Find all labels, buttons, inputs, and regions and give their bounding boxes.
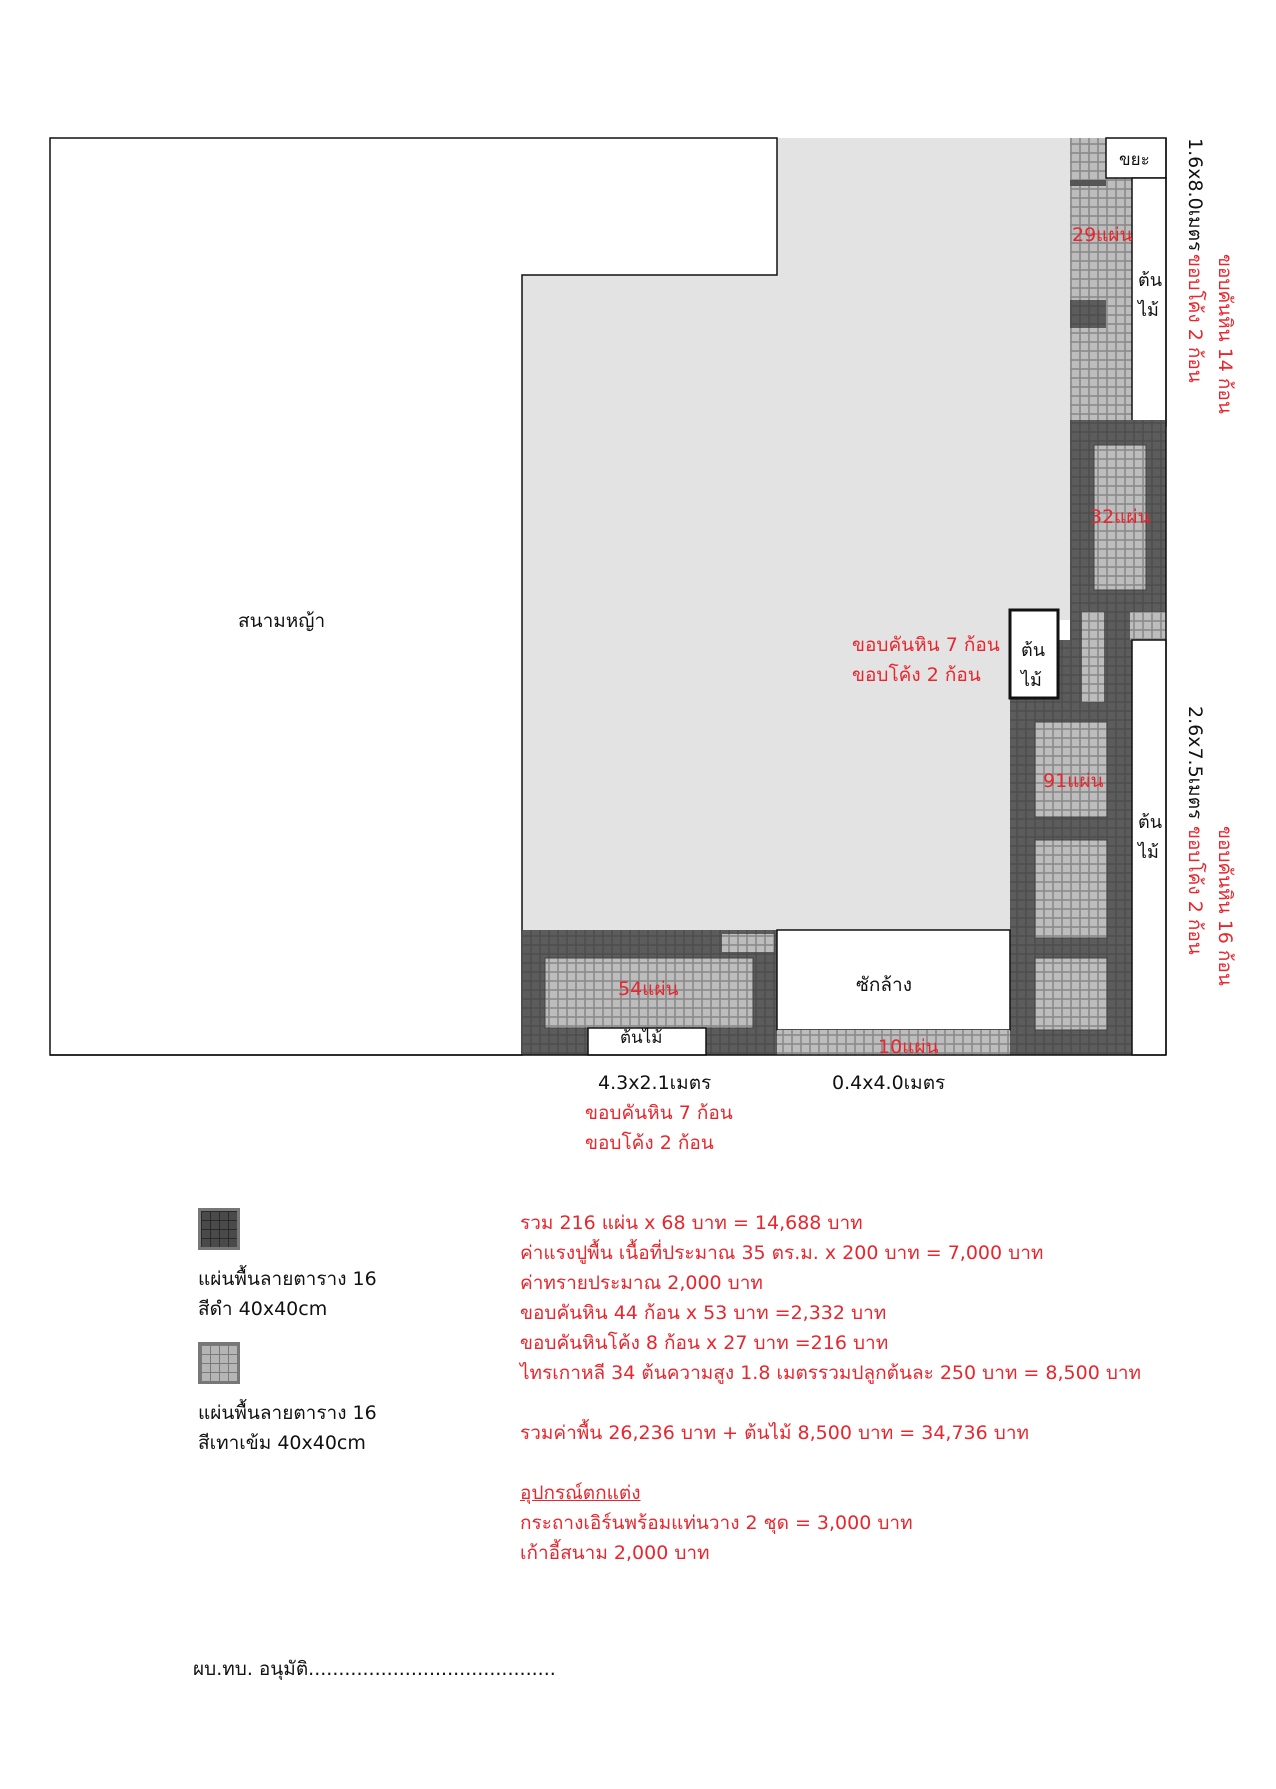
legend-swatch-black xyxy=(198,1208,240,1250)
curb-note-mid-right-2: ขอบโค้ง 2 ก้อน xyxy=(1184,826,1206,955)
decor-line: เก้าอี้สนาม 2,000 บาท xyxy=(520,1542,710,1564)
curb-note-top-right-1: ขอบคันหิน 14 ก้อน xyxy=(1214,254,1236,414)
cost-line: ขอบคันหิน 44 ก้อน x 53 บาท =2,332 บาท xyxy=(520,1302,887,1324)
total-line: รวมค่าพื้น 26,236 บาท + ต้นไม้ 8,500 บาท = 34,736 บาท xyxy=(520,1422,1030,1444)
legend-swatch-grey xyxy=(198,1342,240,1384)
sink-label: ซักล้าง xyxy=(856,974,912,996)
tree-label-bottom: ต้นไม้ xyxy=(620,1028,663,1048)
curb-note-mid-right-1: ขอบคันหิน 16 ก้อน xyxy=(1214,826,1236,986)
tile-count-29: 29แผ่น xyxy=(1072,224,1133,246)
tree-label-right: ต้น ไม้ xyxy=(1138,812,1162,863)
cost-line: ขอบคันหินโค้ง 8 ก้อน x 27 บาท =216 บาท xyxy=(520,1332,889,1354)
garbage-label: ขยะ xyxy=(1119,150,1150,170)
tile-count-32: 32แผ่น xyxy=(1090,506,1151,528)
dimension-bottom-mid: 0.4x4.0เมตร xyxy=(832,1072,946,1094)
curb-note-center-1: ขอบคันหิน 7 ก้อน xyxy=(852,634,1000,656)
tree-label-center: ต้น ไม้ xyxy=(1021,640,1045,691)
curb-note-top-right-2: ขอบโค้ง 2 ก้อน xyxy=(1184,254,1206,383)
dimension-mid-right: 2.6x7.5เมตร xyxy=(1184,706,1206,820)
approval-line: ผบ.ทบ. อนุมัติ......................................... xyxy=(193,1658,556,1680)
decor-line: กระถางเอิร์นพร้อมแท่นวาง 2 ชุด = 3,000 บาท xyxy=(520,1512,913,1534)
curb-note-bottom-1: ขอบคันหิน 7 ก้อน xyxy=(585,1102,733,1124)
legend-black-line1: แผ่นพื้นลายตาราง 16 xyxy=(198,1268,377,1290)
tile-count-54: 54แผ่น xyxy=(618,978,679,1000)
dimension-bottom-left: 4.3x2.1เมตร xyxy=(598,1072,712,1094)
tile-count-91: 91แผ่น xyxy=(1043,770,1104,792)
curb-note-center-2: ขอบโค้ง 2 ก้อน xyxy=(852,664,981,686)
dimension-top-right: 1.6x8.0เมตร xyxy=(1184,138,1206,252)
legend-black-line2: สีดำ 40x40cm xyxy=(198,1298,328,1320)
curb-note-bottom-2: ขอบโค้ง 2 ก้อน xyxy=(585,1132,714,1154)
cost-notes xyxy=(520,1208,1240,1568)
cost-line: ค่าทรายประมาณ 2,000 บาท xyxy=(520,1272,763,1294)
cost-line: ค่าแรงปูพื้น เนื้อที่ประมาณ 35 ตร.ม. x 200 บาท = 7,000 บาท xyxy=(520,1242,1044,1264)
decor-title: อุปกรณ์ตกแต่ง xyxy=(520,1482,641,1504)
cost-line: รวม 216 แผ่น x 68 บาท = 14,688 บาท xyxy=(520,1212,863,1234)
cost-line: ไทรเกาหลี 34 ต้นความสูง 1.8 เมตรรวมปลูกต้นละ 250 บาท = 8,500 บาท xyxy=(520,1362,1142,1384)
legend-grey-line2: สีเทาเข้ม 40x40cm xyxy=(198,1432,366,1454)
lawn-label: สนามหญ้า xyxy=(238,610,326,632)
tile-count-10: 10แผ่น xyxy=(878,1036,939,1058)
legend-grey-line1: แผ่นพื้นลายตาราง 16 xyxy=(198,1402,377,1424)
tree-label-top: ต้น ไม้ xyxy=(1138,270,1162,321)
